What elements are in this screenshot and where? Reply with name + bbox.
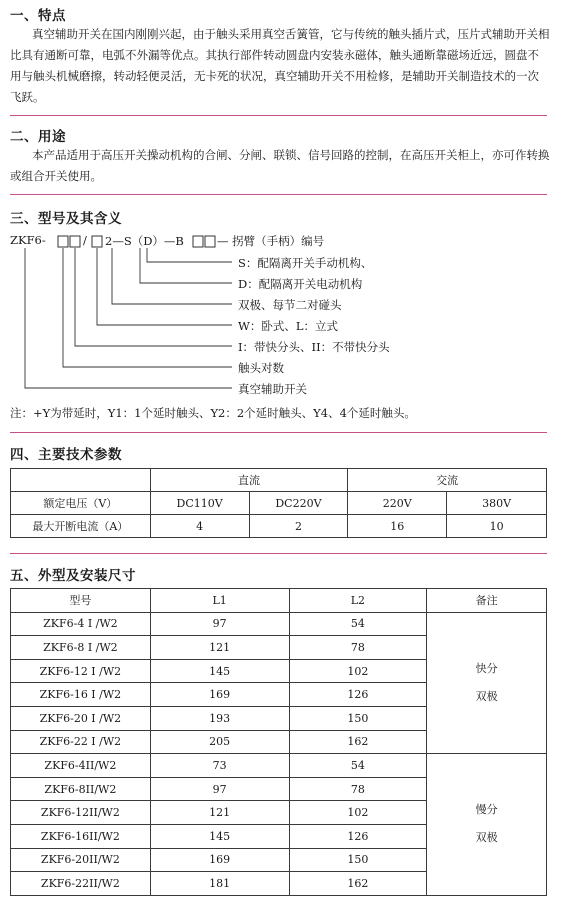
remark-cell (427, 612, 547, 754)
table-cell: 16 (348, 515, 447, 538)
model-cell: ZKF6-16II/W2 (11, 824, 151, 848)
code-meaning: D：配隔离开关电动机构 (238, 277, 363, 291)
dimension-cell: 73 (150, 754, 289, 778)
dimension-cell: 78 (289, 636, 427, 660)
section-1-title: 一、特点 (10, 8, 66, 24)
code-suffix: — 拐臂（手柄）编号 (217, 234, 325, 248)
dimension-cell: 145 (150, 824, 289, 848)
section-4-title: 四、主要技术参数 (10, 447, 122, 463)
table-cell (11, 469, 151, 492)
code-box (70, 236, 80, 247)
dimension-cell: 126 (289, 683, 427, 707)
code-meaning: 触头对数 (238, 361, 284, 375)
dc-header: 直流 (150, 469, 348, 492)
table-row (11, 754, 547, 778)
table-cell: 4 (150, 515, 249, 538)
model-cell: ZKF6-16 I /W2 (11, 683, 151, 707)
section-2-title: 二、用途 (10, 129, 66, 145)
code-box (92, 236, 102, 247)
model-cell: ZKF6-22 I /W2 (11, 730, 151, 754)
table-cell: 2 (249, 515, 348, 538)
ac-header: 交流 (348, 469, 547, 492)
table-cell: 220V (348, 492, 447, 515)
remark-line: 双极 (475, 689, 498, 703)
row-label: 最大开断电流（A） (11, 515, 151, 538)
dimension-cell: 193 (150, 706, 289, 730)
table-cell: 380V (447, 492, 547, 515)
row-label: 额定电压（V） (11, 492, 151, 515)
remark-line: 慢分 (475, 803, 498, 817)
model-cell: ZKF6-22II/W2 (11, 872, 151, 896)
code-meaning: 双极、每节二对碰头 (238, 298, 342, 312)
dimension-cell: 54 (289, 754, 427, 778)
dimension-cell: 169 (150, 683, 289, 707)
model-cell: ZKF6-20II/W2 (11, 848, 151, 872)
dimension-cell: 145 (150, 659, 289, 683)
dimension-cell: 169 (150, 848, 289, 872)
code-meaning: W：卧式、L：立式 (238, 319, 338, 333)
model-cell: ZKF6-4II/W2 (11, 754, 151, 778)
dimension-cell: 78 (289, 777, 427, 801)
table-cell: DC220V (249, 492, 348, 515)
dimension-cell: 54 (289, 612, 427, 636)
table-row (11, 612, 547, 636)
header-cell: 备注 (427, 589, 547, 613)
dimension-cell: 162 (289, 872, 427, 896)
dimensions-table (10, 588, 547, 896)
dimension-cell: 121 (150, 801, 289, 825)
code-box (205, 236, 215, 247)
code-slash: / (83, 233, 87, 247)
table-row (11, 515, 547, 538)
dimension-cell: 102 (289, 659, 427, 683)
remark-line: 快分 (475, 661, 498, 675)
section-5-title: 五、外型及安装尺寸 (10, 568, 136, 584)
code-meaning: 真空辅助开关 (238, 382, 307, 396)
code-prefix: ZKF6- (10, 233, 46, 247)
code-box (58, 236, 68, 247)
dimension-cell: 126 (289, 824, 427, 848)
code-mid: 2—S（D）—B (105, 234, 184, 248)
model-cell: ZKF6-8II/W2 (11, 777, 151, 801)
tech-params-table (10, 468, 547, 538)
code-box (193, 236, 203, 247)
model-cell: ZKF6-4 I /W2 (11, 612, 151, 636)
dimension-cell: 97 (150, 777, 289, 801)
divider (10, 553, 547, 554)
model-cell: ZKF6-20 I /W2 (11, 706, 151, 730)
table-header-row (11, 589, 547, 613)
section-3-title: 三、型号及其含义 (10, 211, 122, 227)
header-cell: L1 (150, 589, 289, 613)
code-leader-lines (0, 0, 562, 420)
table-cell: DC110V (150, 492, 249, 515)
table-row (11, 492, 547, 515)
table-row (11, 469, 547, 492)
remark-cell (427, 754, 547, 896)
divider (10, 432, 547, 433)
table-cell: 10 (447, 515, 547, 538)
header-cell: 型号 (11, 589, 151, 613)
dimension-cell: 162 (289, 730, 427, 754)
section-3-note: 注：+Y为带延时，Y1：1个延时触头、Y2：2个延时触头、Y4、4个延时触头。 (10, 406, 416, 420)
remark-line: 双极 (475, 831, 498, 845)
header-cell: L2 (289, 589, 427, 613)
section-1-body: 真空辅助开关在国内刚刚兴起，由于触头采用真空舌簧管，它与传统的触头插片式，压片式辅助开关相比具有通断可靠，电弧不外漏等优点。其执行部件转动圆盘内安装永磁体，触头通断靠磁场近远，圆盘不用与触头机械磨擦，转动轻便灵活，无卡死的状况，真空辅助开关不用检修，是辅助开关制造技术的一次飞跃。 (10, 27, 550, 104)
dimension-cell: 205 (150, 730, 289, 754)
dimension-cell: 102 (289, 801, 427, 825)
dimension-cell: 97 (150, 612, 289, 636)
dimension-cell: 181 (150, 872, 289, 896)
model-cell: ZKF6-12II/W2 (11, 801, 151, 825)
model-cell: ZKF6-8 I /W2 (11, 636, 151, 660)
model-cell: ZKF6-12 I /W2 (11, 659, 151, 683)
dimension-cell: 150 (289, 848, 427, 872)
code-meaning: S：配隔离开关手动机构、 (238, 256, 373, 270)
dimension-cell: 121 (150, 636, 289, 660)
code-meaning: I：带快分头、II：不带快分头 (238, 340, 390, 354)
dimension-cell: 150 (289, 706, 427, 730)
section-2-body: 本产品适用于高压开关操动机构的合闸、分闸、联锁、信号回路的控制，在高压开关柜上，亦可作转换或组合开关使用。 (10, 148, 550, 183)
